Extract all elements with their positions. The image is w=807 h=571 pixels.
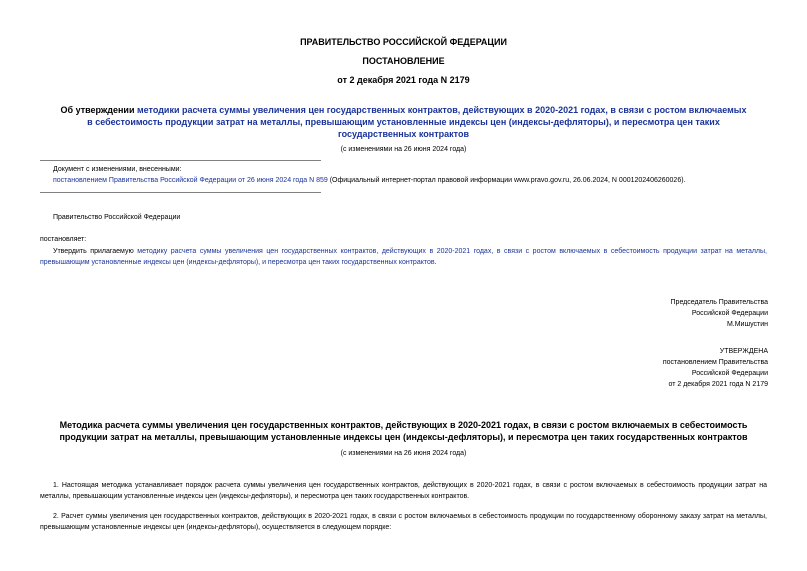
approve-paragraph [40,246,767,268]
decides-line: постановляет: [40,236,87,243]
changes-box-entry [53,175,773,186]
document-title-prefix: Об утверждении [60,105,137,115]
amendment-note: (с изменениями на 26 июня 2024 года) [340,146,467,153]
approved-country: Российской Федерации [691,370,768,377]
government-heading: ПРАВИТЕЛЬСТВО РОССИЙСКОЙ ФЕДЕРАЦИИ [300,37,507,47]
signature-position: Председатель Правительства [670,299,768,306]
amending-decree-link[interactable]: постановлением Правительства Российской Федерации от 26 июня 2024 года N 859 [53,177,328,184]
approved-heading: УТВЕРЖДЕНА [719,348,768,355]
approved-by-decree: постановлением Правительства [662,359,768,366]
methodology-link-body[interactable]: методику расчета суммы увеличения цен государственных контрактов, действующих в 2020-2021 годах, в связи с ростом включаемых в себестоимость продукции затрат на металлы, превышающим установленные индексы цен (индексы-дефляторы), и пересмотра цен таких государственных контрактов [40,248,767,266]
signature-country: Российской Федерации [691,310,768,317]
changes-box-intro: Документ с изменениями, внесенными: [53,166,182,173]
changes-box [53,164,773,186]
document-type: ПОСТАНОВЛЕНИЕ [362,56,445,66]
methodology-paragraph-2: 2. Расчет суммы увеличения цен государственных контрактов, действующих в 2020-2021 годах, в связи с ростом включаемых в себестоимость продукции по государственному оборонному заказу затрат на металлы, превышающим установленные индексы цен (индексы-дефляторы), осуществляется в следующем порядке: [40,513,767,531]
approve-suffix: . [434,259,437,266]
approved-block [663,346,768,390]
approved-date: от 2 декабря 2021 года N 2179 [668,381,768,388]
amending-decree-source: (Официальный интернет-портал правовой информации www.pravo.gov.ru, 26.06.2024, N 0001202406260026). [327,177,686,184]
government-line: Правительство Российской Федерации [53,214,181,221]
methodology-link-title[interactable]: методики расчета суммы увеличения цен государственных контрактов, действующих в 2020-2021 годах, в связи с ростом включаемых в себестоимость продукции затрат на металлы, превышающим установленные индексы цен (индексы-дефляторы), и пересмотра цен таких государственных контрактов [87,105,747,139]
methodology-title: Методика расчета суммы увеличения цен государственных контрактов, действующих в 2020-2021 годах, в связи с ростом включаемых в себестоимость продукции затрат на металлы, превышающим установленные индексы цен (индексы-дефляторы), и пересмотра цен таких государственных контрактов [59,420,748,442]
document-title [60,104,747,140]
changes-box-bottom-rule [40,192,321,193]
methodology-amendment-note: (с изменениями на 26 июня 2024 года) [340,450,467,457]
document-date-number: от 2 декабря 2021 года N 2179 [337,75,470,85]
changes-box-top-rule [40,160,321,161]
signature-name: М.Мишустин [726,321,768,328]
signature-block [671,297,768,330]
methodology-paragraph-1: 1. Настоящая методика устанавливает порядок расчета суммы увеличения цен государственных контрактов, действующих в 2020-2021 годах, в связи с ростом включаемых в себестоимость продукции затрат на металлы, превышающим установленные индексы цен (индексы-дефляторы), и пересмотра цен таких государственных контрактов. [40,482,767,500]
approve-prefix: Утвердить прилагаемую [53,248,138,255]
